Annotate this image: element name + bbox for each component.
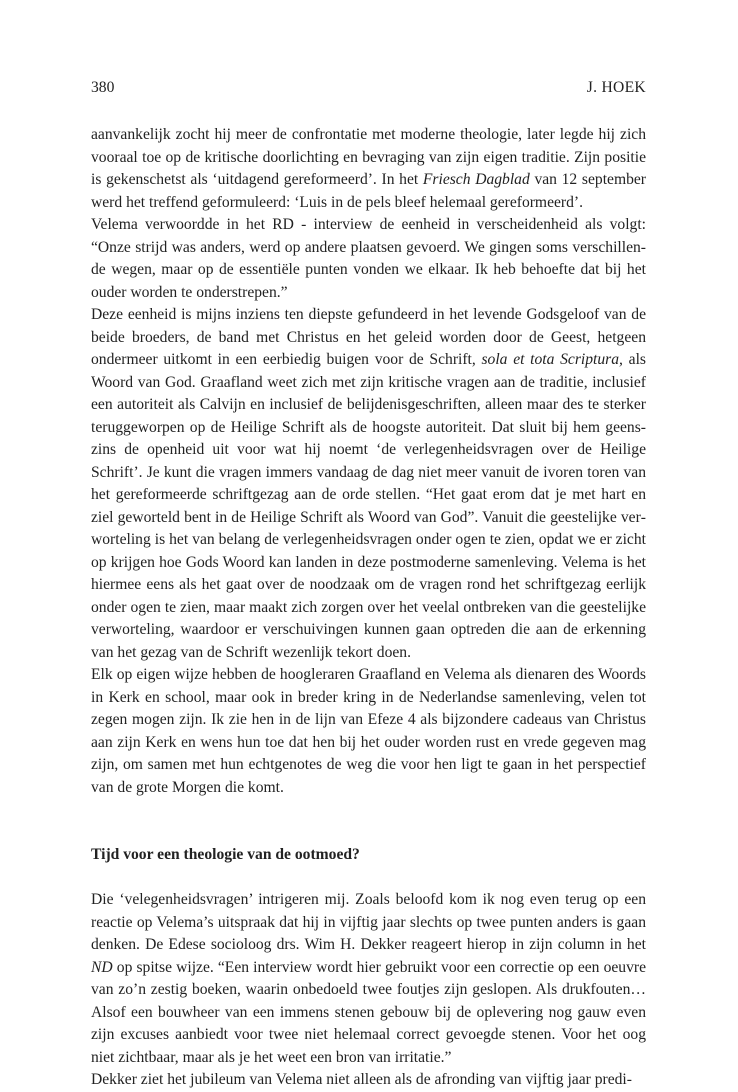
running-header [91, 77, 646, 99]
paragraph: Die ‘velegenheidsvragen’ intrigeren mij. Zoals beloofd kom ik nog even terug op een reactie op Velema’s uitspraak dat hij in vijftig jaar slechts op twee punten anders is gaan denken. De Edese socioloog drs. Wim H. Dekker reageert hierop in zijn column in het ND op spitse wijze. “Een interview wordt hier gebruikt voor een correctie op een oeuvre van zo’n zestig boeken, waarin onbedoeld twee foutjes zijn geslopen. Als drukfouten… Alsof een bouwheer van een immens stenen gebouw bij de oplevering nog gauw even zijn excuses aanbiedt voor twee niet helemaal correct gevoegde stenen. Voor het oog niet zichtbaar, maar als je het weet een bron van irritatie.” [91, 891, 646, 1066]
italic-title: Friesch Dagblad [422, 171, 530, 188]
page-number: 380 [91, 79, 115, 96]
paragraph: aanvankelijk zocht hij meer de confrontatie met moderne theologie, later legde hij zich vooraal toe op de kritische doorlichting en bevraging van zijn eigen traditie. Zijn positie is gekenschetst als ‘uitdagend gereformeerd’. In het Friesch Dagblad van 12 september werd het treffend geformuleerd: ‘Luis in de pels bleef helemaal gereformeerd’. [91, 126, 646, 211]
paragraph: Deze eenheid is mijns inziens ten diepste gefundeerd in het levende Godsgeloof van de beide broeders, de band met Christus en het geleid worden door de Geest, hetgeen ondermeer uitkomt in een eerbiedig buigen voor de Schrift, sola et tota Scriptura, als Woord van God. Graafland weet zich met zijn kritische vragen aan de traditie, inclusief een autoriteit als Calvijn en inclusief de belijdenisgeschriften, alleen maar des te sterker teruggeworpen op de Heilige Schrift als de hoogste autoriteit. Dat sluit bij hem geenszins de openheid uit voor wat hij noemt ‘de verlegenheidsvragen over de Heilige Schrift’. Je kunt die vragen immers vandaag de dag niet meer vanuit de ivoren toren van het gereformeerde schriftgezag aan de orde stellen. “Het gaat erom dat je met hart en ziel geworteld bent in de Heilige Schrift als Woord van God”. Vanuit die geestelijke verworteling is het van belang de verlegenheidsvragen onder ogen te zien, opdat we er zicht op krijgen hoe Gods Woord kan landen in deze postmoderne samenleving. Velema is het hiermee eens als het gaat over de noodzaak om de vragen rond het schriftgezag eerlijk onder ogen te zien, maar maakt zich zorgen over het veelal ontbreken van die geestelijke verworteling, waardoor er verschuivingen kunnen gaan optreden die aan de erkenning van het gezag van de Schrift wezenlijk tekort doen. [91, 306, 646, 661]
section-heading: Tijd voor een theologie van de ootmoed? [91, 846, 360, 863]
paragraph: Velema verwoordde in het RD - interview de eenheid in verscheidenheid als volgt: “Onze strijd was anders, werd op andere plaatsen gevoerd. We gingen soms verschillende wegen, maar op de essentiële punten vonden we elkaar. Ik heb behoefte dat bij het ouder worden te onderstrepen.” [91, 216, 646, 301]
italic-abbrev: ND [91, 958, 113, 976]
paragraph: Dekker ziet het jubileum van Velema niet alleen als de afronding van vijftig jaar predi- [91, 1071, 632, 1088]
running-head-author: J. HOEK [586, 79, 646, 96]
main-text [91, 124, 646, 1092]
paragraph: Elk op eigen wijze hebben de hoogleraren Graafland en Velema als dienaren des Woords in Kerk en school, maar ook in breder kring in de Nederlandse samenleving, velen tot zegen mogen zijn. Ik zie hen in de lijn van Efeze 4 als bijzondere cadeaus van Christus aan zijn Kerk en wens hun toe dat hen bij het ouder worden rust en vrede gegeven mag zijn, om samen met hun echtgenotes de weg die voor hen ligt te gaan in het perspectief van de grote Morgen die komt. [91, 666, 646, 796]
italic-phrase: sola et tota Scriptura, [481, 351, 623, 368]
